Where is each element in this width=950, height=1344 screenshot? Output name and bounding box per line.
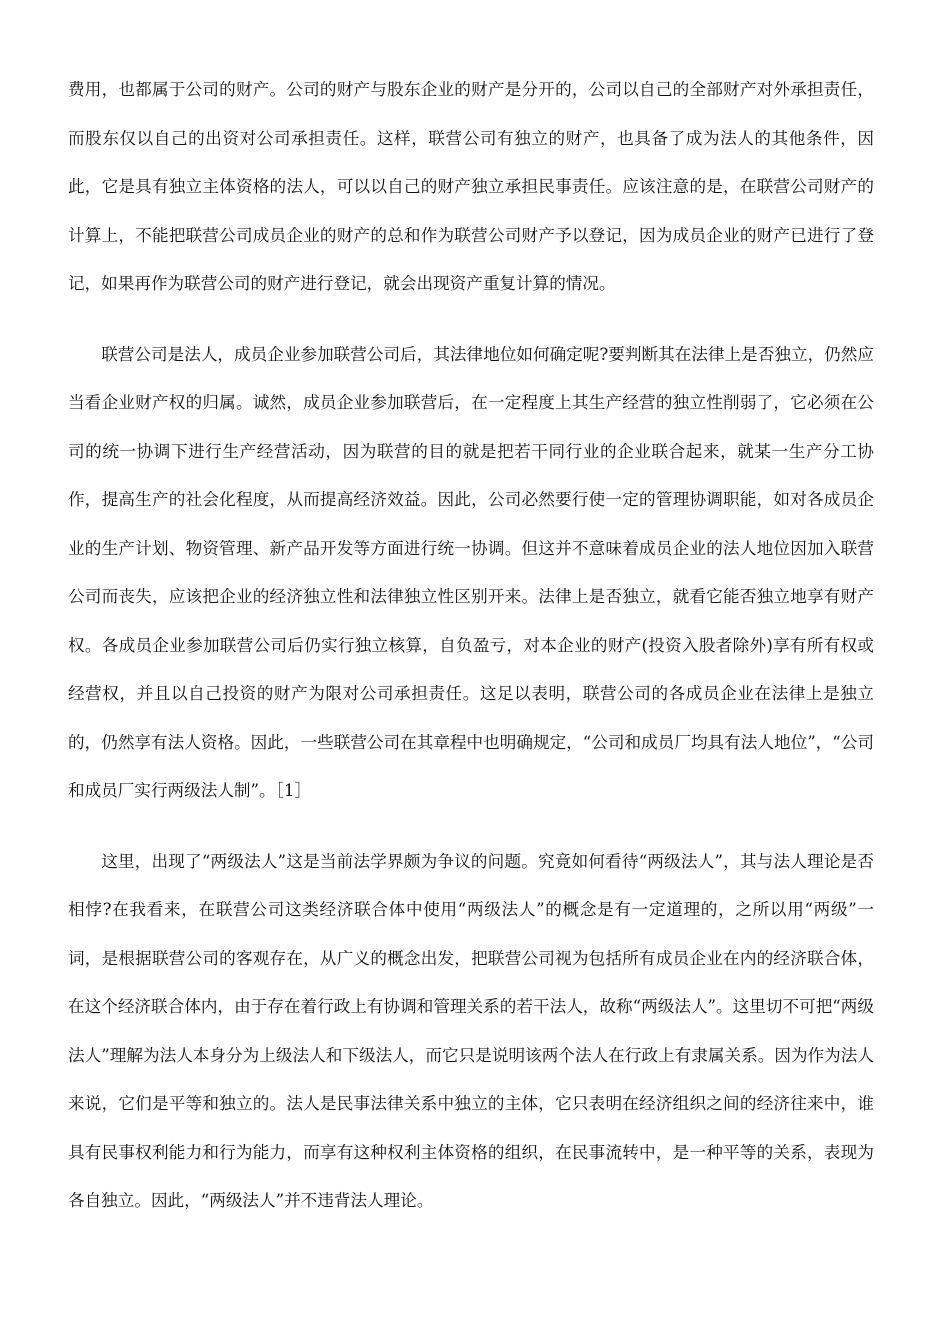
- paragraph-two-level-legal-person: 这里，出现了“两级法人”这是当前法学界颇为争议的问题。究竟如何看待“两级法人”，其与法人理论是否相悖?在我看来，在联营公司这类经济联合体中使用“两级法人”的概念是有一定道理的，之所以用“两级”一词，是根据联营公司的客观存在，从广义的概念出发，把联营公司视为包括所有成员企业在内的经济联合体，在这个经济联合体内，由于存在着行政上有协调和管理关系的若干法人，故称“两级法人”。这里切不可把“两级法人”理解为法人本身分为上级法人和下级法人，而它只是说明该两个法人在行政上有隶属关系。因为作为法人来说，它们是平等和独立的。法人是民事法律关系中独立的主体，它只表明在经济组织之间的经济往来中，谁具有民事权利能力和行为能力，而享有这种权利主体资格的组织，在民事流转中，是一种平等的关系，表现为各自独立。因此，“两级法人”并不违背法人理论。: [68, 851, 874, 1210]
- document-body: [68, 66, 874, 1226]
- paragraph-continuation: 费用，也都属于公司的财产。公司的财产与股东企业的财产是分开的，公司以自己的全部财产对外承担责任，而股东仅以自己的出资对公司承担责任。这样，联营公司有独立的财产，也具备了成为法人的其他条件，因此，它是具有独立主体资格的法人，可以以自己的财产独立承担民事责任。应该注意的是，在联营公司财产的计算上，不能把联营公司成员企业的财产的总和作为联营公司财产予以登记，因为成员企业的财产已进行了登记，如果再作为联营公司的财产进行登记，就会出现资产重复计算的情况。: [68, 80, 874, 293]
- paragraph-member-enterprise-status: 联营公司是法人，成员企业参加联营公司后，其法律地位如何确定呢?要判断其在法律上是否独立，仍然应当看企业财产权的归属。诚然，成员企业参加联营后，在一定程度上其生产经营的独立性削弱了，它必须在公司的统一协调下进行生产经营活动，因为联营的目的就是把若干同行业的企业联合起来，就某一生产分工协作，提高生产的社会化程度，从而提高经济效益。因此，公司必然要行使一定的管理协调职能，如对各成员企业的生产计划、物资管理、新产品开发等方面进行统一协调。但这并不意味着成员企业的法人地位因加入联营公司而丧失，应该把企业的经济独立性和法律独立性区别开来。法律上是否独立，就看它能否独立地享有财产权。各成员企业参加联营公司后仍实行独立核算，自负盈亏，对本企业的财产(投资入股者除外)享有所有权或经营权，并且以自己投资的财产为限对公司承担责任。这足以表明，联营公司的各成员企业在法律上是独立的，仍然享有法人资格。因此，一些联营公司在其章程中也明确规定，“公司和成员厂均具有法人地位”，“公司和成员厂实行两级法人制”。［1］: [68, 344, 874, 800]
